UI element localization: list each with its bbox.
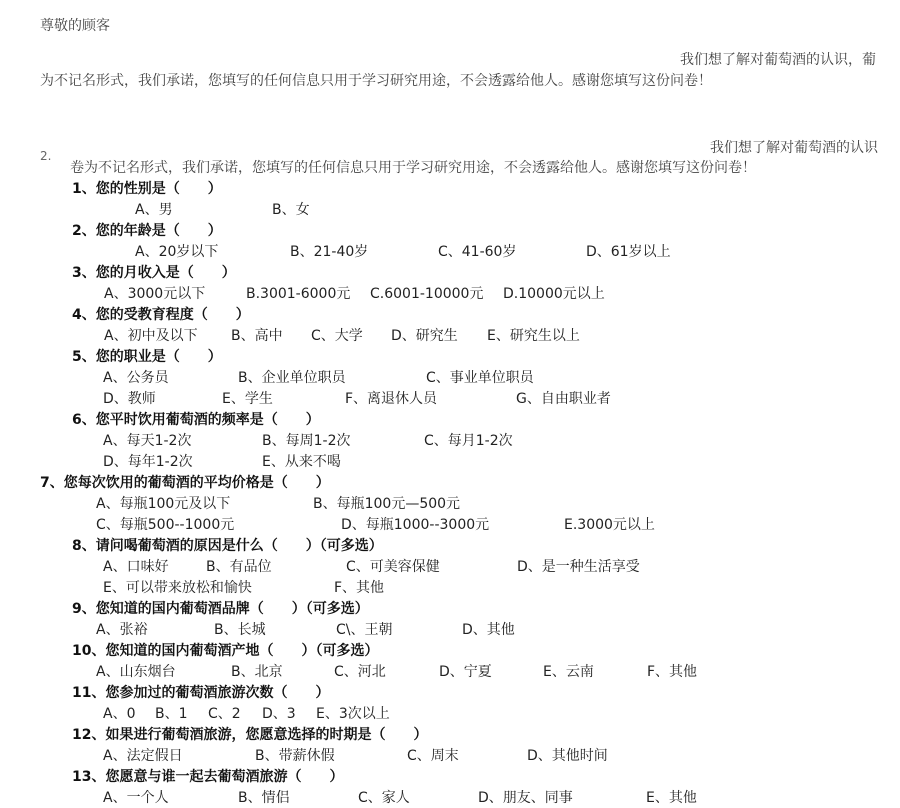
q1-option-b: B、女 <box>272 202 310 218</box>
q8-option-a: A、口味好 <box>103 559 169 575</box>
q3-option-d: D.10000元以上 <box>503 286 605 302</box>
q11-option-b: B、1 <box>155 706 188 722</box>
q5-option-b: B、企业单位职员 <box>238 370 346 386</box>
q2-option-d: D、61岁以上 <box>586 244 671 260</box>
section-intro-line-1: 我们想了解对葡萄酒的认识 <box>710 140 878 156</box>
question-12: 12、如果进行葡萄酒旅游，您愿意选择的时期是（ ） <box>72 727 428 743</box>
question-6: 6、您平时饮用葡萄酒的频率是（ ） <box>72 412 320 428</box>
q9-option-b: B、长城 <box>214 622 266 638</box>
section-number: 2. <box>40 149 52 163</box>
question-3: 3、您的月收入是（ ） <box>72 265 236 281</box>
q7-option-e: E.3000元以上 <box>564 517 655 533</box>
q11-option-c: C、2 <box>208 706 241 722</box>
q12-option-b: B、带薪休假 <box>255 748 335 764</box>
q8-option-b: B、有品位 <box>206 559 272 575</box>
q10-option-e: E、云南 <box>543 664 594 680</box>
q10-option-b: B、北京 <box>231 664 283 680</box>
question-13: 13、您愿意与谁一起去葡萄酒旅游（ ） <box>72 769 344 785</box>
q8-option-e: E、可以带来放松和愉快 <box>103 580 252 596</box>
q10-option-f: F、其他 <box>647 664 698 680</box>
question-1: 1、您的性别是（ ） <box>72 181 222 197</box>
q11-option-a: A、0 <box>103 706 136 722</box>
q9-option-a: A、张裕 <box>96 622 148 638</box>
question-11: 11、您参加过的葡萄酒旅游次数（ ） <box>72 685 330 701</box>
q13-option-a: A、一个人 <box>103 790 169 806</box>
question-7: 7、您每次饮用的葡萄酒的平均价格是（ ） <box>40 475 330 491</box>
q6-option-b: B、每周1-2次 <box>262 433 351 449</box>
q6-option-a: A、每天1-2次 <box>103 433 192 449</box>
q5-option-a: A、公务员 <box>103 370 169 386</box>
q1-option-a: A、男 <box>135 202 173 218</box>
question-8: 8、请问喝葡萄酒的原因是什么（ ）（可多选） <box>72 538 383 554</box>
question-2: 2、您的年龄是（ ） <box>72 223 222 239</box>
q7-option-c: C、每瓶500--1000元 <box>96 517 235 533</box>
q7-option-d: D、每瓶1000--3000元 <box>341 517 490 533</box>
q7-option-b: B、每瓶100元—500元 <box>313 496 461 512</box>
q10-option-d: D、宁夏 <box>439 664 492 680</box>
q10-option-c: C、河北 <box>334 664 386 680</box>
question-9: 9、您知道的国内葡萄酒品牌（ ）（可多选） <box>72 601 369 617</box>
intro-line-1: 我们想了解对葡萄酒的认识，葡 <box>680 52 876 68</box>
greeting: 尊敬的顾客 <box>40 18 110 34</box>
q11-option-e: E、3次以上 <box>316 706 390 722</box>
q5-option-g: G、自由职业者 <box>516 391 611 407</box>
q5-option-e: E、学生 <box>222 391 273 407</box>
q12-option-a: A、法定假日 <box>103 748 183 764</box>
question-4: 4、您的受教育程度（ ） <box>72 307 250 323</box>
q13-option-c: C、家人 <box>358 790 410 806</box>
q2-option-b: B、21-40岁 <box>290 244 369 260</box>
q9-option-d: D、其他 <box>462 622 515 638</box>
q2-option-a: A、20岁以下 <box>135 244 219 260</box>
q13-option-b: B、情侣 <box>238 790 290 806</box>
q5-option-f: F、离退休人员 <box>345 391 438 407</box>
question-5: 5、您的职业是（ ） <box>72 349 222 365</box>
q8-option-f: F、其他 <box>334 580 385 596</box>
q6-option-c: C、每月1-2次 <box>424 433 513 449</box>
q12-option-c: C、周末 <box>407 748 459 764</box>
q8-option-c: C、可美容保健 <box>346 559 440 575</box>
q3-option-b: B.3001-6000元 <box>246 286 351 302</box>
q3-option-c: C.6001-10000元 <box>370 286 484 302</box>
q3-option-a: A、3000元以下 <box>104 286 206 302</box>
intro-line-2: 为不记名形式，我们承诺，您填写的任何信息只用于学习研究用途，不会透露给他人。感谢您填写这份问卷！ <box>40 73 712 89</box>
q8-option-d: D、是一种生活享受 <box>517 559 640 575</box>
question-10: 10、您知道的国内葡萄酒产地（ ）（可多选） <box>72 643 379 659</box>
q4-option-e: E、研究生以上 <box>487 328 580 344</box>
q13-option-e: E、其他 <box>646 790 697 806</box>
section-intro-line-2: 卷为不记名形式，我们承诺，您填写的任何信息只用于学习研究用途，不会透露给他人。感谢您填写这份问卷！ <box>70 160 756 176</box>
q11-option-d: D、3 <box>262 706 296 722</box>
q7-option-a: A、每瓶100元及以下 <box>96 496 231 512</box>
q12-option-d: D、其他时间 <box>527 748 608 764</box>
q5-option-d: D、教师 <box>103 391 156 407</box>
q10-option-a: A、山东烟台 <box>96 664 176 680</box>
q4-option-d: D、研究生 <box>391 328 458 344</box>
q4-option-a: A、初中及以下 <box>104 328 198 344</box>
q4-option-b: B、高中 <box>231 328 283 344</box>
q2-option-c: C、41-60岁 <box>438 244 517 260</box>
q4-option-c: C、大学 <box>311 328 363 344</box>
q6-option-e: E、从来不喝 <box>262 454 341 470</box>
q6-option-d: D、每年1-2次 <box>103 454 193 470</box>
q5-option-c: C、事业单位职员 <box>426 370 534 386</box>
q13-option-d: D、朋友、同事 <box>478 790 573 806</box>
q9-option-c: C\、王朝 <box>336 622 393 638</box>
